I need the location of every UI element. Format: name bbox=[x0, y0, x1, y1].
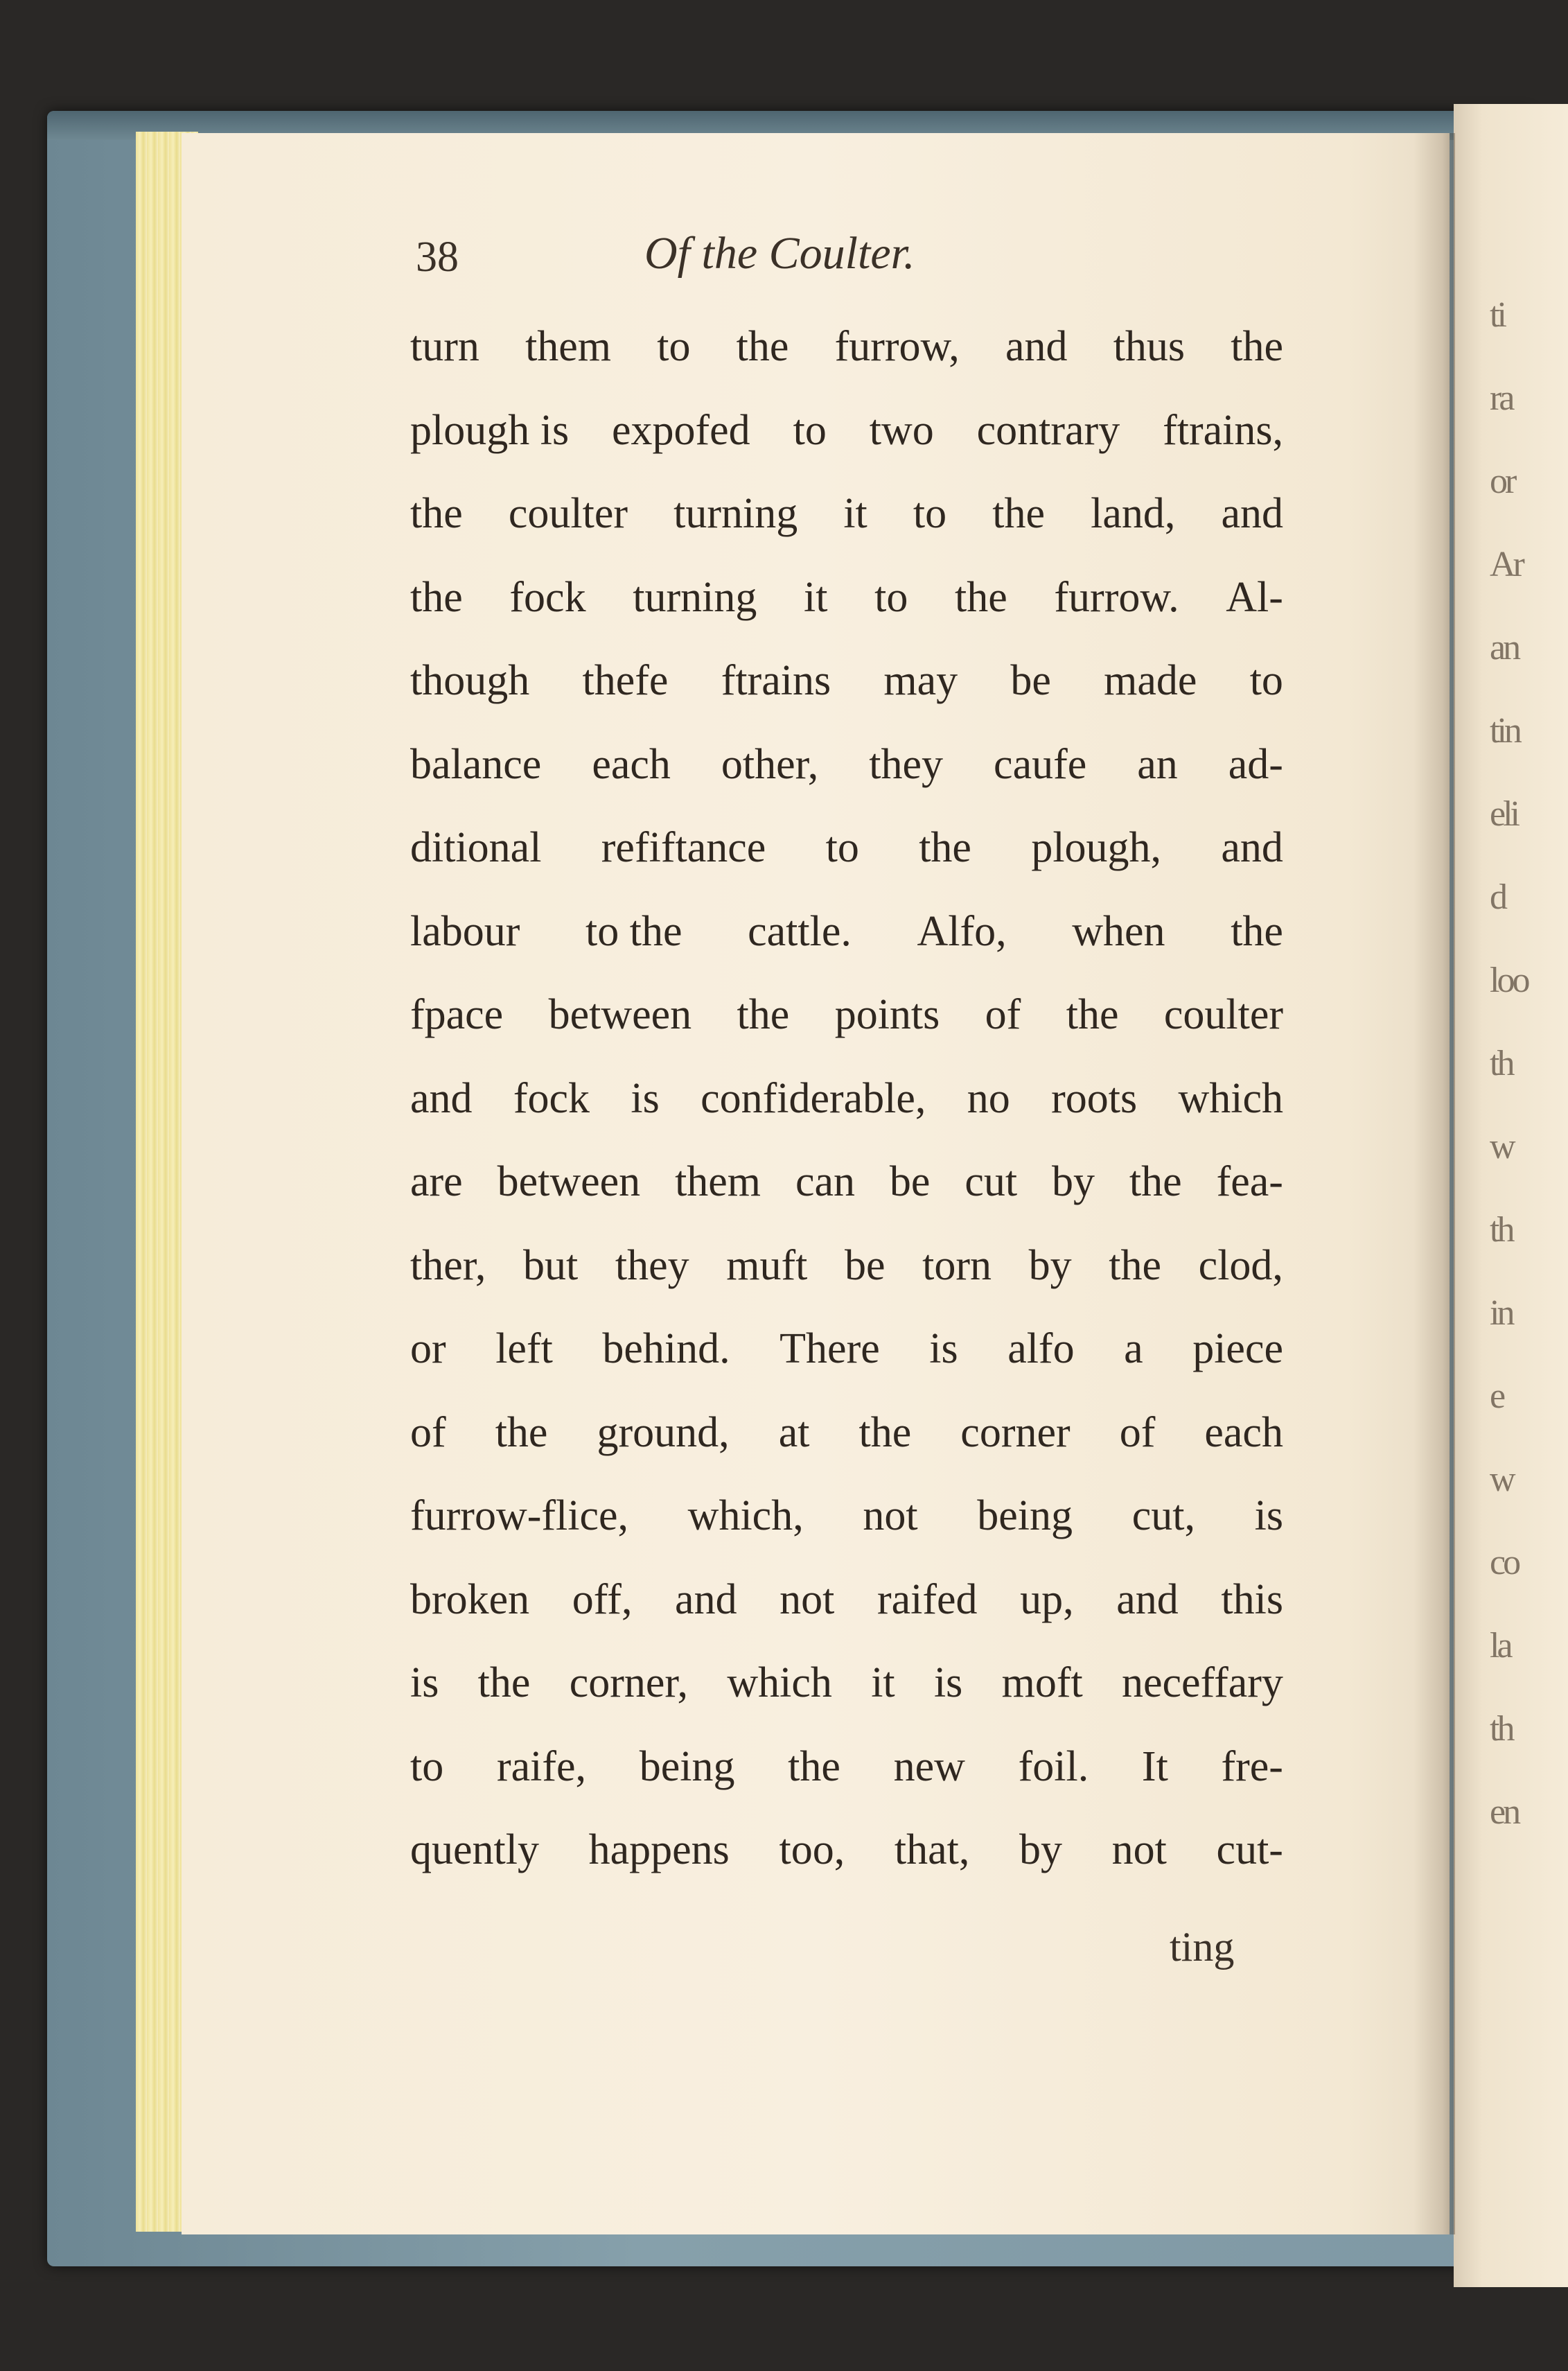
word: the bbox=[919, 824, 971, 871]
word: fea- bbox=[1216, 1158, 1283, 1205]
word: up, bbox=[1020, 1575, 1074, 1623]
word: the bbox=[1129, 1158, 1182, 1205]
word: though bbox=[410, 657, 530, 704]
facing-page-fragment: w bbox=[1490, 1127, 1513, 1166]
facing-page-fragment: w bbox=[1490, 1460, 1513, 1499]
catchword: ting bbox=[1170, 1924, 1235, 1970]
word: fock bbox=[509, 573, 586, 621]
running-title: Of the Coulter. bbox=[644, 228, 915, 279]
word: to bbox=[825, 824, 859, 871]
word: furrow, bbox=[834, 323, 960, 370]
word: is bbox=[929, 1325, 958, 1372]
word: expofed bbox=[612, 406, 750, 454]
word: which bbox=[727, 1659, 832, 1706]
text-line bbox=[410, 1057, 1283, 1141]
word: it bbox=[804, 573, 828, 621]
text-line bbox=[410, 1391, 1283, 1475]
word: this bbox=[1221, 1575, 1283, 1623]
word: by bbox=[1019, 1826, 1062, 1873]
text-line bbox=[410, 556, 1283, 640]
body-text bbox=[410, 305, 1283, 1892]
word: to bbox=[410, 1742, 444, 1790]
facing-page-fragment: th bbox=[1490, 1709, 1513, 1749]
word: moft bbox=[1001, 1659, 1083, 1706]
word: not bbox=[863, 1492, 918, 1539]
word: furrow. bbox=[1054, 573, 1179, 621]
word: refiftance bbox=[601, 824, 766, 871]
word: the bbox=[736, 323, 789, 370]
facing-page-fragment: Ar bbox=[1490, 545, 1522, 584]
word: land, bbox=[1091, 490, 1176, 537]
word: ground, bbox=[597, 1408, 730, 1456]
word: that, bbox=[894, 1826, 970, 1873]
word: be bbox=[1010, 657, 1051, 704]
word: off, bbox=[572, 1575, 633, 1623]
word: of bbox=[985, 991, 1021, 1038]
word: and bbox=[1005, 323, 1068, 370]
word: and bbox=[410, 1074, 473, 1122]
word: thefe bbox=[582, 657, 669, 704]
word: quently bbox=[410, 1826, 539, 1873]
word: two bbox=[869, 406, 934, 454]
word: is bbox=[410, 1659, 439, 1706]
text-line bbox=[410, 389, 1283, 473]
word: It bbox=[1141, 1742, 1168, 1790]
word: the bbox=[788, 1742, 840, 1790]
word: muft bbox=[726, 1241, 808, 1289]
facing-page-fragment: in bbox=[1490, 1293, 1513, 1333]
text-line bbox=[410, 1307, 1283, 1391]
word: turn bbox=[410, 323, 479, 370]
word: the bbox=[410, 490, 463, 537]
facing-page-fragment: eli bbox=[1490, 794, 1517, 834]
facing-page-fragment: la bbox=[1490, 1626, 1510, 1665]
facing-page-text bbox=[1490, 274, 1568, 1854]
text-line bbox=[410, 305, 1283, 389]
word: the bbox=[1231, 323, 1283, 370]
word: the bbox=[1066, 991, 1119, 1038]
word: cut bbox=[964, 1158, 1018, 1205]
word: to bbox=[657, 323, 691, 370]
word: they bbox=[615, 1241, 689, 1289]
facing-page-fragment: d bbox=[1490, 877, 1505, 917]
text-line bbox=[410, 1474, 1283, 1558]
word: labour bbox=[410, 907, 520, 955]
facing-page-fragment: th bbox=[1490, 1044, 1513, 1083]
word: an bbox=[1137, 740, 1178, 788]
word: behind. bbox=[602, 1325, 730, 1372]
word: corner bbox=[960, 1408, 1071, 1456]
text-line bbox=[410, 1224, 1283, 1308]
word: by bbox=[1028, 1241, 1072, 1289]
word: points bbox=[834, 991, 940, 1038]
word: or bbox=[410, 1325, 446, 1372]
word: There bbox=[779, 1325, 880, 1372]
word: fre- bbox=[1221, 1742, 1283, 1790]
word: and bbox=[1221, 824, 1283, 871]
word: corner, bbox=[569, 1659, 689, 1706]
text-line bbox=[410, 1808, 1283, 1892]
word: ditional bbox=[410, 824, 542, 871]
word: when bbox=[1072, 907, 1165, 955]
text-line bbox=[410, 973, 1283, 1057]
word: happens bbox=[588, 1826, 730, 1873]
word: between bbox=[497, 1158, 641, 1205]
word: foil. bbox=[1018, 1742, 1089, 1790]
word: it bbox=[843, 490, 867, 537]
word: roots bbox=[1051, 1074, 1138, 1122]
word: the bbox=[495, 1408, 548, 1456]
word: which, bbox=[687, 1492, 804, 1539]
word: to bbox=[793, 406, 827, 454]
word: the bbox=[410, 573, 463, 621]
word: turning bbox=[633, 573, 757, 621]
word: coulter bbox=[1163, 991, 1283, 1038]
word: ther, bbox=[410, 1241, 486, 1289]
word: them bbox=[675, 1158, 761, 1205]
word: between bbox=[548, 991, 692, 1038]
word: and bbox=[675, 1575, 737, 1623]
word: the bbox=[858, 1408, 912, 1456]
word: confiderable, bbox=[701, 1074, 926, 1122]
word: the bbox=[737, 991, 790, 1038]
word: they bbox=[869, 740, 944, 788]
word: not bbox=[1111, 1826, 1167, 1873]
word: raife, bbox=[496, 1742, 586, 1790]
word: the bbox=[1109, 1241, 1162, 1289]
word: to bbox=[874, 573, 908, 621]
text-line bbox=[410, 1140, 1283, 1224]
facing-page-fragment: ra bbox=[1490, 378, 1513, 418]
word: balance bbox=[410, 740, 542, 788]
word: left bbox=[495, 1325, 553, 1372]
facing-page-fragment: ti bbox=[1490, 295, 1504, 335]
word: the bbox=[992, 490, 1045, 537]
word: clod, bbox=[1198, 1241, 1283, 1289]
text-line bbox=[410, 1641, 1283, 1725]
word: not bbox=[779, 1575, 835, 1623]
word: ad- bbox=[1228, 740, 1283, 788]
word: is bbox=[1254, 1492, 1283, 1539]
facing-page-fragment: co bbox=[1490, 1543, 1519, 1582]
word: the bbox=[1231, 907, 1283, 955]
word: the bbox=[955, 573, 1007, 621]
word: is bbox=[933, 1659, 963, 1706]
word: each bbox=[592, 740, 671, 788]
word: being bbox=[639, 1742, 735, 1790]
word: be bbox=[889, 1158, 931, 1205]
text-line bbox=[410, 1558, 1283, 1642]
text-line bbox=[410, 890, 1283, 974]
word: coulter bbox=[508, 490, 628, 537]
facing-page-fragment: or bbox=[1490, 462, 1515, 501]
word: raifed bbox=[877, 1575, 978, 1623]
word: cut- bbox=[1216, 1826, 1283, 1873]
word: fock bbox=[513, 1074, 590, 1122]
word: being bbox=[977, 1492, 1073, 1539]
word: too, bbox=[779, 1826, 845, 1873]
word: caufe bbox=[994, 740, 1087, 788]
word: of bbox=[1119, 1408, 1156, 1456]
facing-page-fragment: loo bbox=[1490, 961, 1528, 1000]
gutter-shadow bbox=[1413, 133, 1455, 2234]
word: piece bbox=[1192, 1325, 1283, 1372]
word: of bbox=[410, 1408, 446, 1456]
word: can bbox=[795, 1158, 855, 1205]
word: and bbox=[1116, 1575, 1179, 1623]
facing-page-fragment: th bbox=[1490, 1210, 1513, 1250]
word: a bbox=[1124, 1325, 1143, 1372]
text-line bbox=[410, 806, 1283, 890]
text-line bbox=[410, 723, 1283, 807]
word: cut, bbox=[1131, 1492, 1195, 1539]
word: to the bbox=[585, 907, 682, 955]
word: but bbox=[523, 1241, 579, 1289]
word: plough is bbox=[410, 406, 570, 454]
word: plough, bbox=[1031, 824, 1162, 871]
word: neceffary bbox=[1122, 1659, 1283, 1706]
word: Alfo, bbox=[917, 907, 1007, 955]
word: is bbox=[631, 1074, 660, 1122]
facing-page-fragment: en bbox=[1490, 1792, 1519, 1832]
word: cattle. bbox=[748, 907, 852, 955]
word: torn bbox=[922, 1241, 992, 1289]
word: made bbox=[1104, 657, 1197, 704]
facing-page-fragment: an bbox=[1490, 628, 1519, 667]
word: contrary bbox=[976, 406, 1120, 454]
word: broken bbox=[410, 1575, 530, 1623]
word: new bbox=[893, 1742, 965, 1790]
word: thus bbox=[1113, 323, 1186, 370]
word: to bbox=[913, 490, 947, 537]
word: ftrains bbox=[721, 657, 831, 704]
word: to bbox=[1249, 657, 1283, 704]
page-number: 38 bbox=[416, 234, 459, 281]
text-line bbox=[410, 1725, 1283, 1809]
word: fpace bbox=[410, 991, 504, 1038]
word: may bbox=[883, 657, 958, 704]
word: at bbox=[778, 1408, 810, 1456]
facing-page-fragment: tin bbox=[1490, 711, 1519, 751]
text-line bbox=[410, 472, 1283, 556]
word: furrow-flice, bbox=[410, 1492, 628, 1539]
word: Al- bbox=[1226, 573, 1283, 621]
word: alfo bbox=[1007, 1325, 1075, 1372]
word: which bbox=[1178, 1074, 1283, 1122]
facing-page-fragment: e bbox=[1490, 1376, 1504, 1416]
word: by bbox=[1052, 1158, 1095, 1205]
word: them bbox=[525, 323, 612, 370]
word: ftrains, bbox=[1163, 406, 1283, 454]
word: it bbox=[871, 1659, 895, 1706]
word: be bbox=[845, 1241, 886, 1289]
word: the bbox=[477, 1659, 531, 1706]
word: no bbox=[967, 1074, 1010, 1122]
word: turning bbox=[673, 490, 798, 537]
word: other, bbox=[721, 740, 819, 788]
word: are bbox=[410, 1158, 463, 1205]
word: and bbox=[1221, 490, 1283, 537]
text-line bbox=[410, 639, 1283, 723]
word: each bbox=[1204, 1408, 1283, 1456]
